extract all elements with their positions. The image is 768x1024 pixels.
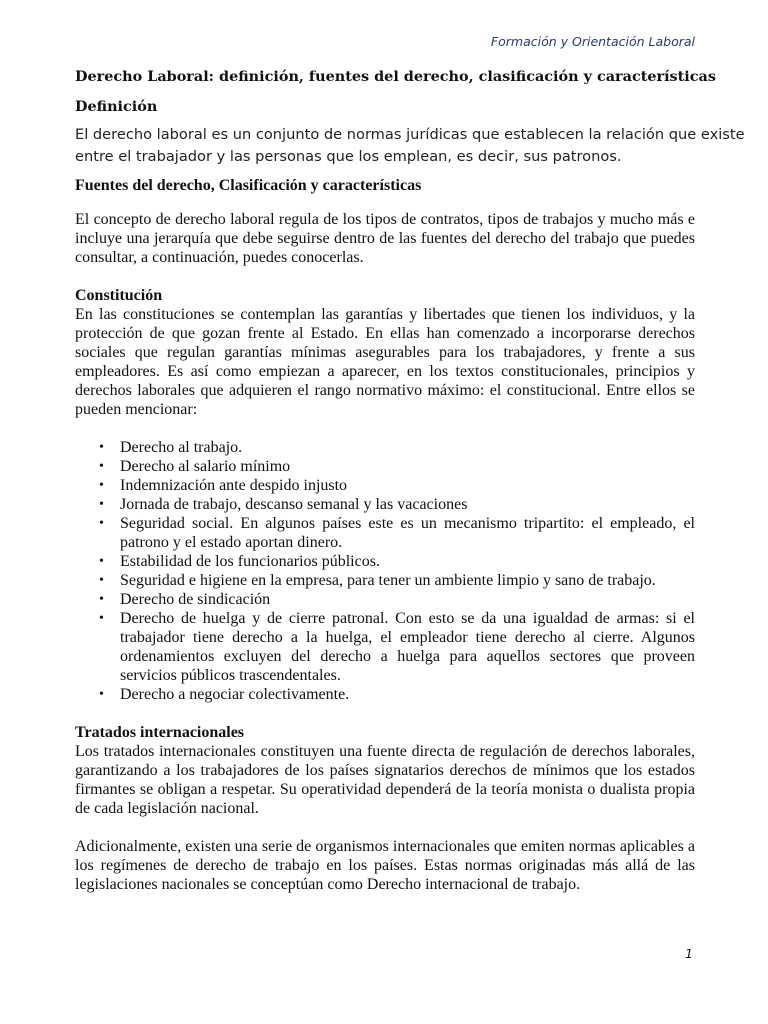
bullet-icon: • xyxy=(99,516,104,531)
list-item xyxy=(99,438,695,457)
international-organisms-paragraph: Adicionalmente, existen una serie de organismos internacionales que emiten normas aplicables a los regímenes de derecho de trabajo en los países. Estas normas originadas más allá de las legislaciones nacionales se conceptúan como Derecho internacional de trabajo. xyxy=(75,838,695,893)
bullet-icon: • xyxy=(99,478,104,493)
constitutional-rights-list xyxy=(75,438,695,704)
bullet-icon: • xyxy=(99,592,104,607)
definition-paragraph xyxy=(75,124,745,168)
definition-line: entre el trabajador y las personas que los emplean, es decir, sus patronos. xyxy=(75,148,622,165)
list-item xyxy=(99,571,695,590)
list-item xyxy=(99,685,695,704)
list-item xyxy=(99,552,695,571)
constitution-heading: Constitución xyxy=(75,287,163,304)
bullet-icon: • xyxy=(99,687,104,702)
sources-heading: Fuentes del derecho, Clasificación y características xyxy=(75,177,422,194)
list-item xyxy=(99,609,695,685)
list-item-text: Derecho al trabajo. xyxy=(120,439,243,456)
definition-heading: Definición xyxy=(75,98,158,115)
bullet-icon: • xyxy=(99,440,104,455)
list-item-text: Seguridad e higiene en la empresa, para tener un ambiente limpio y sano de trabajo. xyxy=(120,572,656,589)
list-item-text: Estabilidad de los funcionarios públicos. xyxy=(120,553,380,570)
document-body xyxy=(75,68,745,894)
treaties-heading: Tratados internacionales xyxy=(75,724,245,741)
list-item-text: Derecho al salario mínimo xyxy=(120,458,291,475)
bullet-icon: • xyxy=(99,573,104,588)
list-item xyxy=(99,476,695,495)
list-item xyxy=(99,457,695,476)
list-item-text: Derecho de huelga y de cierre patronal. Con esto se da una igualdad de armas: si el trabajador tiene derecho a la huelga, el empleador tiene derecho al cierre. Algunos ordenamientos excluyen del derecho a huelga para aquellos sectores que proveen servicios públicos trascendentales. xyxy=(120,610,695,684)
list-item xyxy=(99,590,695,609)
sources-intro-paragraph: El concepto de derecho laboral regula de los tipos de contratos, tipos de trabajos y mucho más e incluye una jerarquía que debe seguirse dentro de las fuentes del derecho del trabajo que puedes consultar, a continuación, puedes conocerlas. xyxy=(75,211,695,266)
treaties-paragraph: Los tratados internacionales constituyen una fuente directa de regulación de derechos laborales, garantizando a los trabajadores de los países signatarios derechos de mínimos que los estados firmantes se obligan a respetar. Su operatividad dependerá de la teoría monista o dualista propia de cada legislación nacional. xyxy=(75,743,695,817)
document-title: Derecho Laboral: definición, fuentes del derecho, clasificación y características xyxy=(75,68,716,85)
constitution-paragraph: En las constituciones se contemplan las garantías y libertades que tienen los individuos, y la protección de que gozan frente al Estado. En ellas han comenzado a incorporarse derechos sociales que regulan garantías mínimas asegurables para los trabajadores, y frente a sus empleadores. Es así como empiezan a aparecer, en los textos constitucionales, principios y derechos laborales que adquieren el rango normativo máximo: el constitucional. Entre ellos se pueden mencionar: xyxy=(75,306,695,418)
bullet-icon: • xyxy=(99,611,104,626)
bullet-icon: • xyxy=(99,497,104,512)
running-header: Formación y Orientación Laboral xyxy=(490,34,695,49)
list-item-text: Jornada de trabajo, descanso semanal y las vacaciones xyxy=(120,496,468,513)
list-item xyxy=(99,514,695,552)
list-item xyxy=(99,495,695,514)
bullet-icon: • xyxy=(99,554,104,569)
definition-line: El derecho laboral es un conjunto de normas jurídicas que establecen la relación que existe xyxy=(75,126,745,143)
list-item-text: Derecho a negociar colectivamente. xyxy=(120,686,350,703)
bullet-icon: • xyxy=(99,459,104,474)
page-number: 1 xyxy=(685,946,693,961)
list-item-text: Seguridad social. En algunos países este es un mecanismo tripartito: el empleado, el patrono y el estado aportan dinero. xyxy=(120,515,695,551)
list-item-text: Indemnización ante despido injusto xyxy=(120,477,348,494)
list-item-text: Derecho de sindicación xyxy=(120,591,271,608)
